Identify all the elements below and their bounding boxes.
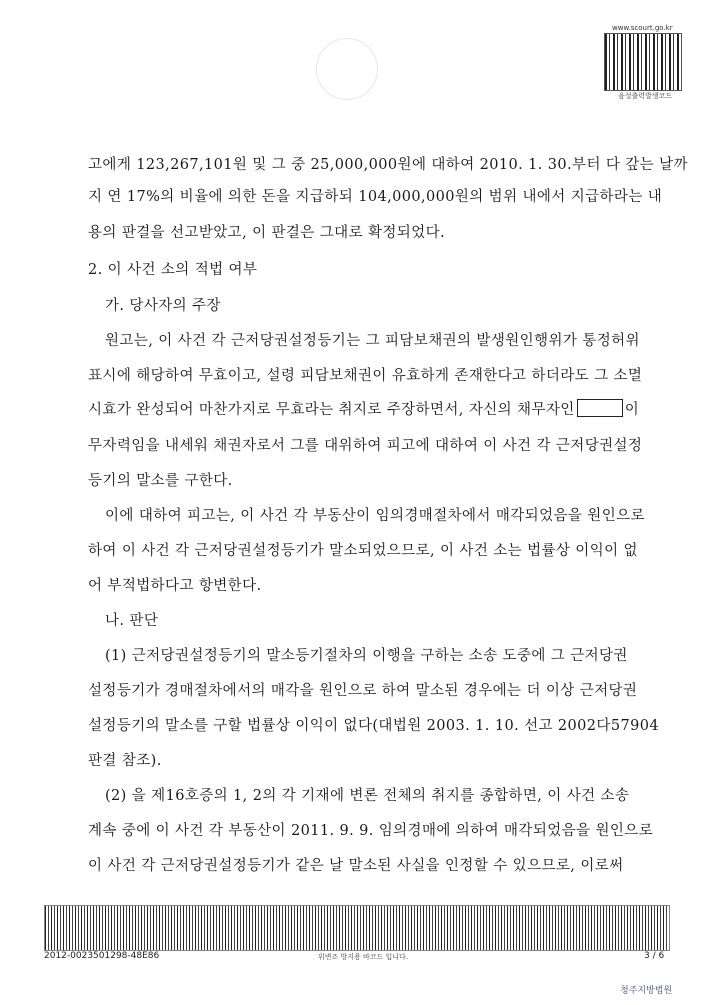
anti-forgery-barcode [44, 905, 670, 951]
text-line-15: (1) 근저당권설정등기의 말소등기절차의 이행을 구하는 소송 도중에 그 근저당권 [105, 648, 628, 664]
text-line-19: (2) 을 제16호증의 1, 2의 각 기재에 변론 전체의 취지를 종합하면, 이 사건 소송 [105, 788, 630, 804]
qr-url: www.scourt.go.kr [612, 24, 673, 32]
text-line-20: 계속 중에 이 사건 각 부동산이 2011. 9. 9. 임의경매에 의하여 매각되었음을 원인으로 [88, 823, 654, 839]
document-id: 2012-0023501298-48E86 [44, 951, 160, 961]
text-line-1: 고에게 123,267,101원 및 그 중 25,000,000원에 대하여 2010. 1. 30.부터 다 갚는 날까 [88, 157, 688, 173]
text-line-11: 이에 대하여 피고는, 이 사건 각 부동산이 임의경매절차에서 매각되었음을 원인으로 [105, 508, 645, 524]
court-name: 청주지방법원 [620, 986, 673, 996]
text-line-12: 하여 이 사건 각 근저당권설정등기가 말소되었으므로, 이 사건 소는 법률상 이익이 없 [88, 543, 638, 559]
text-line-7: 표시에 해당하여 무효이고, 설령 피담보채권이 유효하게 존재한다고 하더라도 그 소멸 [88, 368, 643, 384]
qr-caption: 음성출력발생코드 [618, 92, 673, 100]
court-seal-watermark [316, 38, 378, 100]
section-heading-2: 2. 이 사건 소의 적법 여부 [88, 262, 258, 278]
text-line-16: 설정등기가 경매절차에서의 매각을 원인으로 하여 말소된 경우에는 더 이상 근저당권 [88, 683, 638, 699]
text-line-8 [88, 398, 639, 419]
text-line-6: 원고는, 이 사건 각 근저당권설정등기는 그 피담보채권의 발생원인행위가 통정허위 [105, 333, 640, 349]
text-line-17: 설정등기의 말소를 구할 법률상 이익이 없다(대법원 2003. 1. 10. 선고 2002다57904 [88, 718, 659, 734]
subheading-ga: 가. 당사자의 주장 [105, 298, 221, 314]
page-number: 3 / 6 [644, 951, 665, 961]
text-line-3: 용의 판결을 선고받았고, 이 판결은 그대로 확정되었다. [88, 225, 446, 241]
qr-code-image [604, 33, 682, 91]
text-line-8-tail: 이 [624, 402, 640, 418]
text-line-9: 무자력임을 내세워 채권자로서 그를 대위하여 피고에 대하여 이 사건 각 근저당권설정 [88, 438, 643, 454]
text-line-2: 지 연 17%의 비율에 의한 돈을 지급하되 104,000,000원의 범위 내에서 지급하라는 내 [88, 189, 663, 205]
text-line-13: 어 부적법하다고 항변한다. [88, 578, 262, 594]
text-line-10: 등기의 말소를 구한다. [88, 473, 233, 489]
text-line-18: 판결 참조). [88, 753, 162, 769]
barcode-note: 위변조 방지용 바코드 입니다. [318, 953, 409, 961]
subheading-na: 나. 판단 [105, 613, 159, 629]
redacted-name-box [577, 399, 623, 417]
text-line-8-main: 시효가 완성되어 마찬가지로 무효라는 취지로 주장하면서, 자신의 채무자인 [88, 402, 575, 418]
text-line-21: 이 사건 각 근저당권설정등기가 같은 날 말소된 사실을 인정할 수 있으므로, 이로써 [88, 858, 624, 874]
